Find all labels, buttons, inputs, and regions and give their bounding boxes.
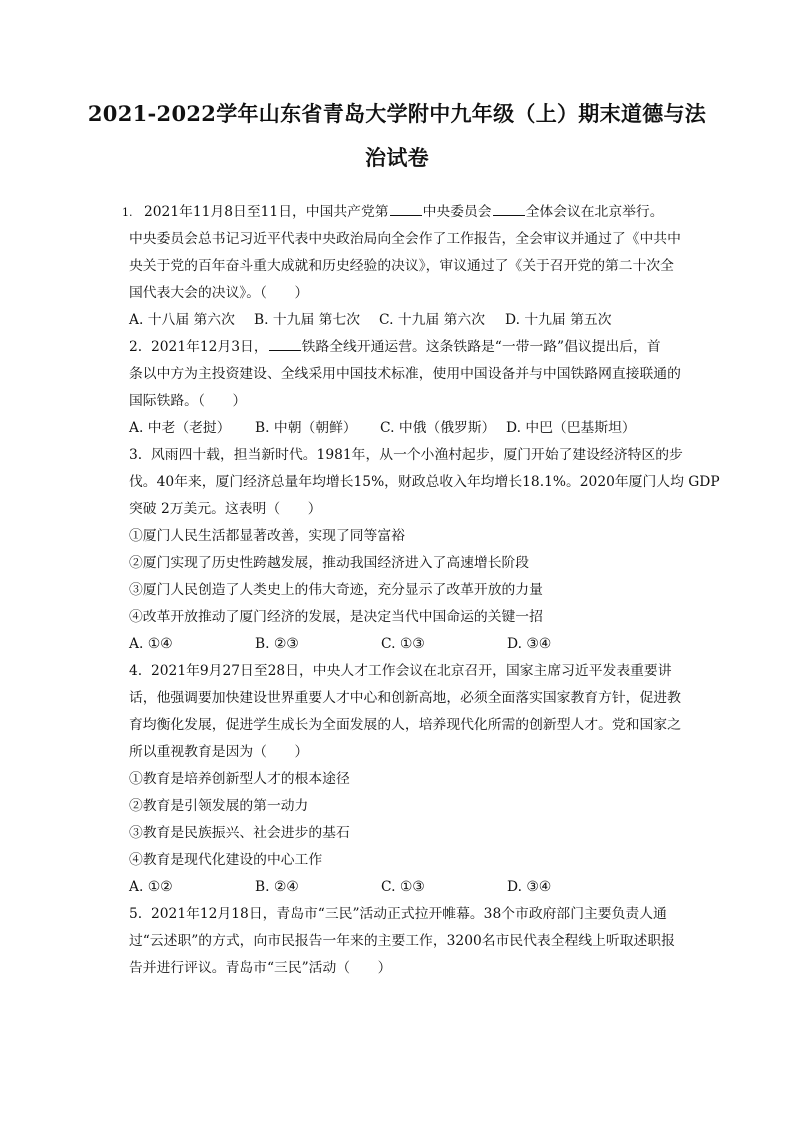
question-1-options xyxy=(129,307,695,334)
question-5-line-3: 告并进行评议。青岛市“三民”活动（ ） xyxy=(129,960,392,976)
title-line-1: 2021-2022学年山东省青岛大学附中九年级（上）期末道德与法 xyxy=(87,101,707,126)
statement-2: ②教育是引领发展的第一动力 xyxy=(129,798,309,814)
option-c[interactable]: C. ①③ xyxy=(381,879,425,895)
option-b[interactable]: B. ②④ xyxy=(255,879,299,895)
statement-1: ①厦门人民生活都显著改善，实现了同等富裕 xyxy=(129,528,405,544)
question-list xyxy=(122,199,720,982)
option-d[interactable]: D. ③④ xyxy=(507,879,552,895)
option-d[interactable]: D. 十九届 第五次 xyxy=(505,312,612,328)
statement-3: ③教育是民族振兴、社会进步的基石 xyxy=(129,825,350,841)
question-1-line-2: 中央委员会总书记习近平代表中央政治局向全会作了工作报告，全会审议并通过了《中共中 xyxy=(129,231,681,247)
question-3-number: 3. xyxy=(129,447,143,463)
fill-blank xyxy=(390,201,422,216)
option-b[interactable]: B. 十九届 第七次 xyxy=(254,312,361,328)
question-3 xyxy=(129,442,720,658)
document-title xyxy=(80,92,714,180)
question-1-line-4: 国代表大会的决议》。（ ） xyxy=(129,285,309,301)
question-4-line-1: 4. 2021年9月27日至28日，中央人才工作会议在北京召开，国家主席习近平发表重要讲 xyxy=(129,658,695,685)
statement-4: ④改革开放推动了厦门经济的发展，是决定当代中国命运的关键一招 xyxy=(129,609,543,625)
question-3-line-3: 突破 2万美元。这表明（ ） xyxy=(129,501,322,517)
option-a[interactable]: A. 十八届 第六次 xyxy=(129,312,235,328)
question-4-line-3: 育均衡化发展，促进学生成长为全面发展的人，培养现代化所需的创新型人才。党和国家之 xyxy=(129,717,681,733)
question-4-number: 4. xyxy=(129,663,143,679)
question-2-options xyxy=(129,415,695,442)
option-a[interactable]: A. 中老（老挝） xyxy=(129,420,231,436)
question-5-line-2: 过“云述职”的方式，向市民报告一年来的主要工作，3200名市民代表全程线上听取述职报 xyxy=(129,933,675,949)
statement-1: ①教育是培养创新型人才的根本途径 xyxy=(129,771,350,787)
question-4-options xyxy=(129,874,695,901)
option-b[interactable]: B. 中朝（朝鲜） xyxy=(255,420,357,436)
question-2-line-1: 2. 2021年12月3日， 铁路全线开通运营。这条铁路是“一带一路”倡议提出后，首 xyxy=(129,334,695,361)
question-5-line-1: 5. 2021年12月18日，青岛市“三民”活动正式拉开帷幕。38个市政府部门主要负责人通 xyxy=(129,901,695,928)
question-1-line-3: 央关于党的百年奋斗重大成就和历史经验的决议》，审议通过了《关于召开党的第二十次全 xyxy=(129,258,674,274)
option-c[interactable]: C. 十九届 第六次 xyxy=(379,312,486,328)
option-c[interactable]: C. 中俄（俄罗斯） xyxy=(380,420,496,436)
question-5 xyxy=(129,901,695,982)
question-3-options xyxy=(129,631,695,658)
question-2-line-2: 条以中方为主投资建设、全线采用中国技术标准，使用中国设备并与中国铁路网直接联通的 xyxy=(129,366,681,382)
option-a[interactable]: A. ①② xyxy=(129,879,173,895)
question-2 xyxy=(129,334,695,442)
question-1-line-1: 1. 2021年11月8日至11日，中国共产党第 中央委员会 全体会议在北京举行。 xyxy=(122,199,695,226)
question-3-line-1: 3. 风雨四十载，担当新时代。1981年，从一个小渔村起步，厦门开始了建设经济特区的步 xyxy=(129,442,695,469)
option-c[interactable]: C. ①③ xyxy=(381,636,425,652)
title-line-2: 治试卷 xyxy=(365,145,429,170)
option-b[interactable]: B. ②③ xyxy=(255,636,299,652)
question-5-number: 5. xyxy=(129,906,143,922)
question-2-line-3: 国际铁路。（ ） xyxy=(129,393,247,409)
question-4 xyxy=(129,658,695,901)
option-a[interactable]: A. ①④ xyxy=(129,636,173,652)
option-d[interactable]: D. 中巴（巴基斯坦） xyxy=(506,420,636,436)
option-d[interactable]: D. ③④ xyxy=(507,636,552,652)
question-4-line-4: 所以重视教育是因为（ ） xyxy=(129,744,309,760)
statement-3: ③厦门人民创造了人类史上的伟大奇迹，充分显示了改革开放的力量 xyxy=(129,582,543,598)
question-1-number: 1. xyxy=(122,206,133,219)
fill-blank xyxy=(269,336,301,351)
fill-blank xyxy=(493,201,525,216)
statement-4: ④教育是现代化建设的中心工作 xyxy=(129,852,323,868)
question-3-line-2: 伐。40年来，厦门经济总量年均增长15%，财政总收入年均增长18.1%。2020年厦门人均 GDP xyxy=(129,474,720,490)
question-4-line-2: 话，他强调要加快建设世界重要人才中心和创新高地，必须全面落实国家教育方针，促进教 xyxy=(129,690,681,706)
statement-2: ②厦门实现了历史性跨越发展，推动我国经济进入了高速增长阶段 xyxy=(129,555,530,571)
question-2-number: 2. xyxy=(129,339,143,355)
question-1 xyxy=(122,199,695,334)
